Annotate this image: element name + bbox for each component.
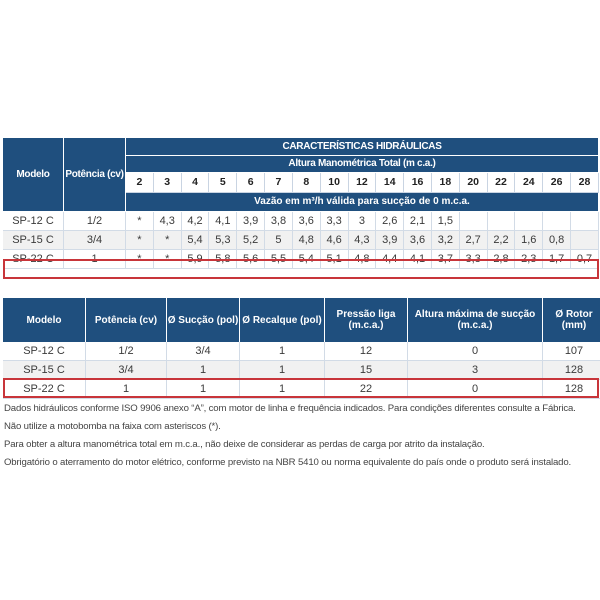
flow-cell: 5,5 — [265, 249, 293, 268]
power-cell: 1/2 — [86, 342, 167, 361]
flow-cell: 5,9 — [181, 249, 209, 268]
flow-cell: 4,1 — [209, 211, 237, 230]
altura-cell: 0 — [408, 342, 543, 361]
pressao-header: Pressão liga (m.c.a.) — [325, 298, 408, 342]
flow-cell: 2,3 — [515, 249, 543, 268]
height-col-16: 16 — [404, 172, 432, 192]
flow-cell: 4,4 — [376, 249, 404, 268]
succao-cell: 1 — [167, 361, 240, 380]
flow-cell — [515, 211, 543, 230]
height-col-20: 20 — [459, 172, 487, 192]
pressao-cell: 12 — [325, 342, 408, 361]
power-cell: 1 — [64, 249, 126, 268]
succao-header: Ø Sucção (pol) — [167, 298, 240, 342]
height-col-24: 24 — [515, 172, 543, 192]
flow-cell — [487, 211, 515, 230]
height-col-26: 26 — [543, 172, 571, 192]
flow-cell — [459, 211, 487, 230]
power-cell: 1/2 — [64, 211, 126, 230]
table-row — [3, 249, 599, 268]
flow-cell: 5,1 — [320, 249, 348, 268]
altura-cell: 0 — [408, 380, 543, 399]
note-asterisk: Não utilize a motobomba na faixa com asteriscos (*). — [4, 421, 221, 432]
recalque-cell: 1 — [240, 361, 325, 380]
flow-cell: 5,4 — [292, 249, 320, 268]
altura-manometrica-header: Altura Manométrica Total (m c.a.) — [126, 155, 599, 172]
flow-cell: 5,3 — [209, 230, 237, 249]
rotor-cell: 107 — [543, 342, 600, 361]
flow-cell: * — [153, 230, 181, 249]
flow-cell: 2,1 — [404, 211, 432, 230]
flow-cell: 4,3 — [153, 211, 181, 230]
rotor-cell: 128 — [543, 380, 600, 399]
flow-cell: 4,3 — [348, 230, 376, 249]
model-cell: SP-15 C — [3, 230, 64, 249]
note-iso: Dados hidráulicos conforme ISO 9906 anexo “A”, com motor de linha e frequência indicados. Para condições diferentes consulte a Fábrica. — [4, 403, 576, 414]
flow-cell: 5,4 — [181, 230, 209, 249]
potencia-header: Potência (cv) — [86, 298, 167, 342]
height-col-3: 3 — [153, 172, 181, 192]
recalque-header: Ø Recalque (pol) — [240, 298, 325, 342]
flow-cell: 3,3 — [459, 249, 487, 268]
rotor-header: Ø Rotor (mm) — [543, 298, 600, 342]
flow-cell: * — [126, 230, 154, 249]
flow-cell: 3,3 — [320, 211, 348, 230]
table-row — [3, 361, 600, 380]
flow-cell: 0,7 — [571, 249, 599, 268]
model-cell: SP-12 C — [3, 211, 64, 230]
flow-cell: 5,6 — [237, 249, 265, 268]
altura-cell: 3 — [408, 361, 543, 380]
model-cell: SP-22 C — [3, 380, 86, 399]
flow-cell: 5,8 — [209, 249, 237, 268]
height-col-4: 4 — [181, 172, 209, 192]
flow-cell: * — [126, 249, 154, 268]
flow-cell: * — [126, 211, 154, 230]
flow-cell: 1,6 — [515, 230, 543, 249]
flow-cell: 0,8 — [543, 230, 571, 249]
flow-cell: 5,2 — [237, 230, 265, 249]
height-col-14: 14 — [376, 172, 404, 192]
flow-cell: 3,2 — [431, 230, 459, 249]
hydraulic-characteristics-table — [3, 138, 599, 269]
succao-cell: 1 — [167, 380, 240, 399]
height-col-10: 10 — [320, 172, 348, 192]
flow-cell: 2,7 — [459, 230, 487, 249]
succao-cell: 3/4 — [167, 342, 240, 361]
flow-cell: * — [153, 249, 181, 268]
model-cell: SP-22 C — [3, 249, 64, 268]
power-cell: 3/4 — [86, 361, 167, 380]
flow-cell — [571, 230, 599, 249]
recalque-cell: 1 — [240, 342, 325, 361]
flow-cell: 3,6 — [292, 211, 320, 230]
pressao-cell: 15 — [325, 361, 408, 380]
flow-cell: 4,8 — [292, 230, 320, 249]
flow-cell: 1,7 — [543, 249, 571, 268]
flow-cell: 2,6 — [376, 211, 404, 230]
flow-cell: 4,6 — [320, 230, 348, 249]
pressao-cell: 22 — [325, 380, 408, 399]
table-row — [3, 342, 600, 361]
table-row — [3, 380, 600, 399]
flow-cell: 3,7 — [431, 249, 459, 268]
flow-cell: 1,5 — [431, 211, 459, 230]
modelo-header: Modelo — [3, 138, 64, 211]
flow-caption: Vazão em m³/h válida para sucção de 0 m.c.a. — [126, 192, 599, 211]
height-col-22: 22 — [487, 172, 515, 192]
footnotes — [4, 400, 598, 472]
rotor-cell: 128 — [543, 361, 600, 380]
height-col-7: 7 — [265, 172, 293, 192]
altura-sucao-header: Altura máxima de sucção (m.c.a.) — [408, 298, 543, 342]
table-row — [3, 230, 599, 249]
flow-cell: 3,9 — [237, 211, 265, 230]
height-col-2: 2 — [126, 172, 154, 192]
model-cell: SP-12 C — [3, 342, 86, 361]
potencia-header: Potência (cv) — [64, 138, 126, 211]
modelo-header: Modelo — [3, 298, 86, 342]
flow-cell: 2,2 — [487, 230, 515, 249]
note-aterramento: Obrigatório o aterramento do motor elétrico, conforme previsto na NBR 5410 ou norma equivalente do país onde o produto será instalado. — [4, 457, 572, 468]
hydraulic-title: CARACTERÍSTICAS HIDRÁULICAS — [126, 138, 599, 155]
flow-cell: 3,8 — [265, 211, 293, 230]
flow-cell: 4,1 — [404, 249, 432, 268]
height-col-28: 28 — [571, 172, 599, 192]
height-col-6: 6 — [237, 172, 265, 192]
flow-cell: 5 — [265, 230, 293, 249]
flow-cell: 4,8 — [348, 249, 376, 268]
flow-cell: 3,9 — [376, 230, 404, 249]
note-altura: Para obter a altura manométrica total em m.c.a., não deixe de considerar as perdas de carga por atrito da instalação. — [4, 439, 485, 450]
height-col-12: 12 — [348, 172, 376, 192]
flow-cell: 4,2 — [181, 211, 209, 230]
power-cell: 3/4 — [64, 230, 126, 249]
height-col-5: 5 — [209, 172, 237, 192]
model-cell: SP-15 C — [3, 361, 86, 380]
flow-cell: 3 — [348, 211, 376, 230]
flow-cell: 2,8 — [487, 249, 515, 268]
height-col-18: 18 — [431, 172, 459, 192]
recalque-cell: 1 — [240, 380, 325, 399]
specifications-table — [3, 298, 600, 399]
flow-cell: 3,6 — [404, 230, 432, 249]
flow-cell — [571, 211, 599, 230]
table-row — [3, 211, 599, 230]
power-cell: 1 — [86, 380, 167, 399]
height-col-8: 8 — [292, 172, 320, 192]
flow-cell — [543, 211, 571, 230]
